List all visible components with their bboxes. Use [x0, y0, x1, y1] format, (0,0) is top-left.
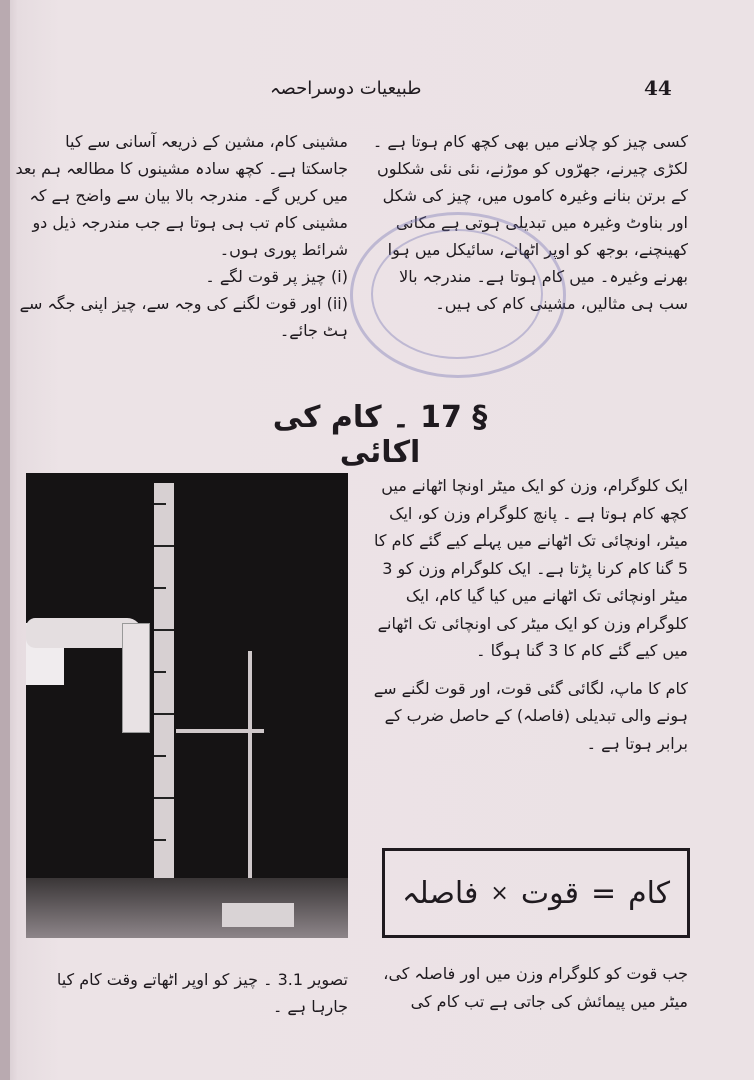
library-stamp	[350, 212, 566, 378]
left-column-paragraph: مشینی کام، مشین کے ذریعہ آسانی سے کیا جاسکتا ہے۔ کچھ سادہ مشینوں کا مطالعہ ہم بعد میں کریں گے۔ مندرجہ بالا بیان سے واضح ہے کہ مشینی کام تب ہی ہوتا ہے جب مندرجہ ذیل دو شرائط پوری ہوں۔	[15, 132, 348, 259]
section-heading: § 17 ۔ کام کی اکائی	[272, 400, 488, 470]
unit-text	[366, 472, 688, 757]
condition-item-1: (i) چیز پر قوت لگے ۔	[205, 267, 348, 286]
unit-paragraph-1: ایک کلوگرام، وزن کو ایک میٹر اونچا اٹھانے میں کچھ کام ہوتا ہے ۔ پانچ کلوگرام وزن کو، ایک میٹر، اونچائی تک اٹھانے میں پہلے کیے گئے کام کا 5 گنا کام کرنا پڑتا ہے۔ ایک کلوگرام وزن کو 3 میٹر اونچائی تک اٹھانے میں کیا گیا کام، ایک کلوگرام وزن کو ایک میٹر کی اونچائی تک اٹھانے میں کیے گئے کام کا 3 گنا ہوگا ۔	[374, 476, 688, 660]
equation-distance: فاصلہ	[401, 875, 479, 911]
library-stamp-inner-ring	[371, 229, 543, 359]
figure-photo	[26, 473, 348, 938]
condition-item-2: (ii) اور قوت لگنے کی وجہ سے، چیز اپنی جگہ سے ہٹ جائے۔	[19, 294, 348, 340]
bottom-paragraph: جب قوت کو کلوگرام وزن میں اور فاصلہ کی، میٹر میں پیمائش کی جاتی ہے تب کام کی	[383, 964, 688, 1011]
figure-caption: تصویر 3.1 ۔ چیز کو اوپر اٹھاتے وقت کام کیا جارہا ہے ۔	[56, 970, 348, 1016]
equation-times: ×	[490, 880, 509, 906]
figure-floor	[26, 878, 348, 938]
right-column-paragraph: کسی چیز کو چلانے میں بھی کچھ کام ہوتا ہے ۔ لکڑی چیرنے، جھرّوں کو موڑنے، نئی نئی شکلوں کے برتن بنانے وغیرہ کاموں میں، چیز کی شکل اور بناوٹ وغیرہ میں تبدیلی ہوتی ہے مکانی کھینچنے، بوجھ کو اوپر اٹھانے، سائیکل میں ہوا بھرنے وغیرہ۔ میں کام ہوتا ہے۔ مندرجہ بالا سب ہی مثالیں، مشینی کام کی ہیں۔	[372, 132, 688, 313]
left-column	[14, 128, 348, 344]
work-equation-box	[382, 848, 690, 938]
equation-equals: =	[590, 875, 617, 911]
figure-measuring-scale	[154, 483, 174, 911]
page-number: 44	[644, 76, 672, 100]
equation-force: قوت	[520, 875, 579, 911]
running-header-title: طبیعیات دوسراحصہ	[270, 78, 422, 99]
page-spine	[0, 0, 10, 1080]
figure-stand-rod	[248, 651, 252, 901]
equation-work: کام	[628, 875, 671, 911]
figure-stand-base	[222, 903, 294, 927]
figure-weight	[122, 623, 150, 733]
unit-paragraph-2: کام کا ماپ، لگائی گئی قوت، اور قوت لگنے سے ہونے والی تبدیلی (فاصلہ) کے حاصل ضرب کے برابر ہوتا ہے ۔	[373, 678, 688, 753]
